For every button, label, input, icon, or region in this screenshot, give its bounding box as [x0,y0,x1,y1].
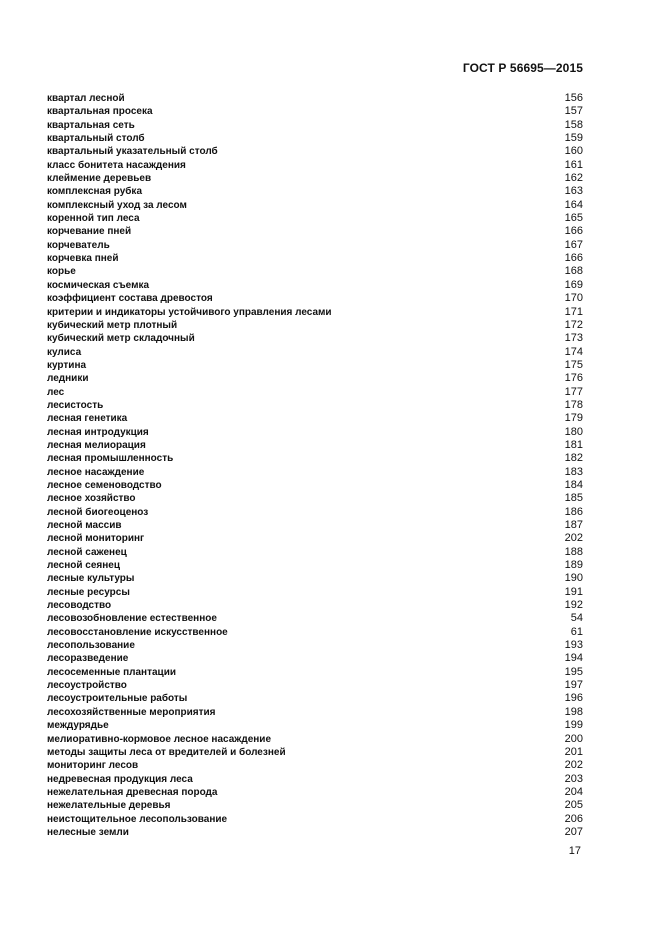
index-term: лесоустройство [47,680,127,692]
index-term: квартальный указательный столб [47,146,218,158]
index-entry [47,172,583,185]
index-entry [47,799,583,812]
index-term: кулиса [47,346,82,358]
index-entry [47,666,583,679]
index-page-ref: 187 [564,519,583,531]
index-page-ref: 165 [564,212,583,225]
index-page-ref: 169 [564,278,583,291]
index-entry [47,319,583,332]
index-term: корчевка пней [47,253,119,265]
index-entry [47,346,583,359]
index-term: лесоразведение [47,653,129,665]
index-term: лесное хозяйство [47,493,136,505]
index-entry [47,532,583,545]
index-term: лесовосстановление искусственное [47,626,228,638]
index-page-ref: 168 [564,265,583,278]
index-page-ref: 54 [570,612,583,625]
index-term: квартальная сеть [47,119,135,131]
index-page-ref: 172 [564,318,583,331]
index-entry [47,813,583,826]
index-term: корье [47,266,76,278]
index-page-ref: 158 [564,118,583,131]
index-entry [47,826,583,839]
index-list [47,92,583,839]
index-term: коренной тип леса [47,213,140,225]
index-term: лесоустроительные работы [47,693,188,705]
index-term: кубический метр плотный [47,319,178,331]
index-entry [47,719,583,732]
index-term: квартальный столб [47,133,145,145]
document-code: ГОСТ Р 56695—2015 [462,61,583,75]
index-page-ref: 179 [564,412,583,425]
index-term: лесная генетика [47,413,128,425]
index-entry [47,145,583,158]
index-page-ref: 164 [564,198,583,211]
index-page-ref: 61 [570,625,583,638]
index-term: неистощительное лесопользование [47,813,228,825]
index-page-ref: 206 [564,812,583,825]
index-page-ref: 196 [564,692,583,705]
index-term: лесной мониторинг [47,533,145,545]
index-term: лесной массив [47,520,122,531]
index-entry [47,386,583,399]
index-page-ref: 207 [564,825,583,838]
index-entry [47,212,583,225]
index-page-ref: 166 [564,225,583,238]
index-page-ref: 199 [564,719,583,732]
index-page-ref: 201 [564,745,583,758]
index-term: критерии и индикаторы устойчивого управления лесами [47,306,332,318]
index-page-ref: 170 [564,292,583,305]
index-term: лесная промышленность [47,453,174,465]
index-page-ref: 173 [564,332,583,345]
index-page-ref: 180 [564,425,583,438]
index-page-ref: 167 [564,238,583,251]
index-entry [47,706,583,719]
index-term: методы защиты леса от вредителей и болезней [47,746,286,758]
index-entry [47,332,583,345]
index-page-ref: 200 [564,732,583,745]
index-page-ref: 202 [564,532,583,545]
index-term: лесное семеноводство [47,479,162,491]
index-term: лесистость [47,399,104,411]
index-entry [47,786,583,799]
index-page-ref: 190 [564,572,583,585]
index-entry [47,639,583,652]
index-entry [47,359,583,372]
index-entry [47,279,583,292]
index-page-ref: 192 [564,599,583,612]
index-term: лесоводство [47,600,112,612]
index-term: корчеватель [47,239,110,251]
index-page-ref: 177 [564,385,583,398]
index-term: комплексная рубка [47,186,142,198]
index-term: нежелательная древесная порода [47,786,218,798]
index-page-ref: 182 [564,452,583,465]
index-term: нежелательные деревья [47,800,171,812]
index-term: лесовозобновление естественное [47,613,217,625]
index-entry [47,119,583,132]
index-term: куртина [47,359,87,371]
index-term: космическая съемка [47,279,150,291]
index-entry [47,452,583,465]
index-page-ref: 174 [564,345,583,358]
index-page-ref: 175 [564,358,583,371]
index-page-ref: 163 [564,185,583,198]
index-entry [47,626,583,639]
index-page-ref: 193 [564,639,583,652]
index-page-ref: 183 [564,465,583,478]
index-term: лесохозяйственные мероприятия [47,706,216,718]
index-entry [47,412,583,425]
index-term: нелесные земли [47,826,129,838]
index-entry [47,439,583,452]
index-entry [47,306,583,319]
index-page-ref: 205 [564,799,583,812]
index-term: комплексный уход за лесом [47,199,187,211]
index-entry [47,225,583,238]
index-term: лесное насаждение [47,466,145,478]
index-entry [47,479,583,492]
index-page-ref: 176 [564,372,583,385]
index-page-ref: 197 [564,679,583,692]
index-entry [47,265,583,278]
index-term: лесной сеянец [47,560,120,572]
index-entry [47,692,583,705]
index-entry [47,586,583,599]
index-page-ref: 191 [564,585,583,598]
index-entry [47,572,583,585]
index-entry [47,239,583,252]
index-page-ref: 178 [564,398,583,411]
index-page-ref: 162 [564,172,583,185]
index-entry [47,519,583,532]
index-page-ref: 188 [564,545,583,558]
index-page-ref: 181 [564,438,583,451]
index-term: лесные культуры [47,573,135,585]
index-page-ref: 185 [564,492,583,505]
index-term: корчевание пней [47,226,132,238]
index-term: класс бонитета насаждения [47,159,186,171]
index-term: лесной саженец [47,546,127,558]
index-entry [47,399,583,412]
index-page-ref: 166 [564,252,583,265]
index-term: коэффициент состава древостоя [47,293,213,305]
index-entry [47,185,583,198]
index-term: мелиоративно-кормовое лесное насаждение [47,733,271,745]
index-page-ref: 189 [564,559,583,572]
index-entry [47,679,583,692]
index-term: лес [47,386,65,398]
index-page-ref: 171 [564,305,583,318]
index-entry [47,492,583,505]
index-term: квартал лесной [47,93,125,104]
index-term: лесопользование [47,640,135,652]
index-term: кубический метр складочный [47,333,195,345]
index-term: лесная мелиорация [47,439,146,451]
index-entry [47,546,583,559]
index-entry [47,132,583,145]
index-term: квартальная просека [47,106,153,118]
index-term: клеймение деревьев [47,173,152,185]
index-entry [47,92,583,105]
index-entry [47,105,583,118]
index-page-ref: 161 [564,158,583,171]
index-entry [47,733,583,746]
index-term: недревесная продукция леса [47,773,193,785]
index-page-ref: 204 [564,785,583,798]
index-entry [47,466,583,479]
index-term: лесные ресурсы [47,586,130,598]
index-term: лесной биогеоценоз [47,506,149,518]
index-entry [47,599,583,612]
index-entry [47,159,583,172]
index-entry [47,773,583,786]
index-entry [47,372,583,385]
index-entry [47,612,583,625]
index-entry [47,426,583,439]
index-term: мониторинг лесов [47,760,139,772]
page-number: 17 [568,845,581,857]
index-page-ref: 202 [564,759,583,772]
index-page-ref: 156 [564,92,583,104]
index-term: ледники [47,373,89,385]
index-entry [47,252,583,265]
index-entry [47,559,583,572]
index-page-ref: 184 [564,478,583,491]
index-term: лесосеменные плантации [47,666,176,678]
index-entry [47,746,583,759]
index-page-ref: 203 [564,772,583,785]
index-page-ref: 195 [564,665,583,678]
index-page-ref: 157 [564,105,583,118]
index-page-ref: 160 [564,145,583,158]
index-entry [47,652,583,665]
index-page-ref: 198 [564,705,583,718]
index-entry [47,759,583,772]
index-page-ref: 194 [564,652,583,665]
index-entry [47,506,583,519]
index-term: лесная интродукция [47,426,149,438]
index-entry [47,292,583,305]
index-page-ref: 186 [564,505,583,518]
index-page-ref: 159 [564,132,583,145]
index-term: междурядье [47,720,109,732]
index-entry [47,199,583,212]
